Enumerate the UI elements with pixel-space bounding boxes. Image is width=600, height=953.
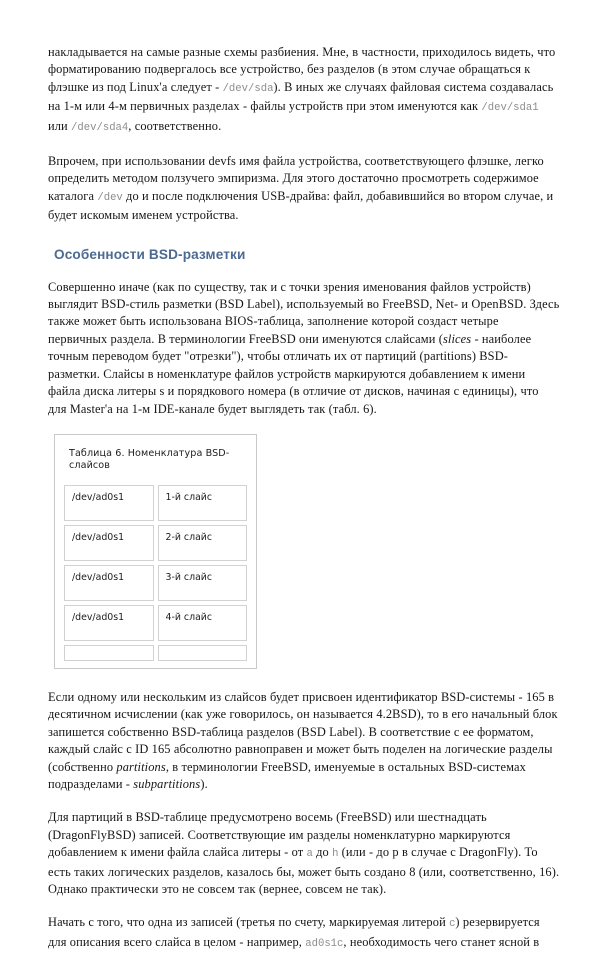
paragraph-1: накладывается на самые разные схемы разбиения. Мне, в частности, приходилось видеть, что форматированию подвергалось все устройство, без разделов (в этом случае обращаться к флэшке из под Linux'a следует - /dev/sda). В иных же случаях файловая система создавалась на 1-м или 4-м первичных разделах - файлы устройств при этом именуются как /dev/sda1 или /dev/sda4, соответственно. <box>48 45 556 134</box>
table-row <box>64 485 247 521</box>
paragraph-4: Если одному или нескольким из слайсов будет присвоен идентификатор BSD-системы - 165 в десятичном исчислении (как уже говорилось, он называется 4.2BSD), то в его начальный блок запишется собственно BSD-таблица разделов (BSD Label). В соответствие с ее форматом, каждый слайс с ID 165 абсолютно равноправен и может быть поделен на логические разделы (собственно partitions, в терминологии FreeBSD, именуемые в остальных BSD-системах подразделами - subpartitions). <box>48 689 558 791</box>
table-cell-description: 1-й слайс <box>158 485 248 521</box>
table-cell-device <box>64 645 154 661</box>
table-cell-device: /dev/ad0s1 <box>64 485 154 521</box>
inline-emphasis: subpartitions <box>133 776 201 791</box>
table-cell-description: 3-й слайс <box>158 565 248 601</box>
table-cell-device: /dev/ad0s1 <box>64 525 154 561</box>
table-cell-description <box>158 645 248 661</box>
bsd-slices-table <box>54 434 257 669</box>
table-caption: Таблица 6. Номенклатура BSD-слайсов <box>64 443 247 481</box>
table-cell-device: /dev/ad0s1 <box>64 605 154 641</box>
inline-code: /dev/sda4 <box>71 121 129 134</box>
inline-code: h <box>332 848 339 861</box>
table-body <box>64 443 247 661</box>
inline-code: /dev/sda1 <box>481 102 539 115</box>
table-caption-row <box>64 443 247 481</box>
table-row <box>64 525 247 561</box>
inline-code: /dev <box>97 191 123 204</box>
table-cell-description: 2-й слайс <box>158 525 248 561</box>
inline-code: ad0s1c <box>305 937 344 950</box>
paragraph-5: Для партиций в BSD-таблице предусмотрено восемь (FreeBSD) или шестнадцать (DragonFlyBSD) записей. Соответствующие им разделы номенклатурно маркируются добавлением к имени файла слайса литеры - от a до h (или - до p в случае с DragonFly). То есть таких логических разделов, казалось бы, может быть создано 8 (или, соответственно, 16). Однако практически это не совсем так (вернее, совсем не так). <box>48 810 560 896</box>
section-heading: Особенности BSD-разметки <box>54 246 246 262</box>
table-cell-description: 4-й слайс <box>158 605 248 641</box>
table-row <box>64 565 247 601</box>
inline-emphasis: slices <box>442 331 472 346</box>
table-cell-device: /dev/ad0s1 <box>64 565 154 601</box>
paragraph-6: Начать с того, что одна из записей (третья по счету, маркируемая литерой c) резервируется для описания всего слайса в целом - например, ad0s1c, необходимость чего станет ясной в <box>48 915 540 950</box>
table-row <box>64 645 247 661</box>
table-row <box>64 605 247 641</box>
table-grid <box>60 439 251 665</box>
inline-code: c <box>449 918 456 931</box>
inline-code: /dev/sda <box>222 82 274 95</box>
inline-code: a <box>306 848 313 861</box>
paragraph-3: Совершенно иначе (как по существу, так и с точки зрения именования файлов устройств) выглядит BSD-стиль разметки (BSD Label), используемый во FreeBSD, Net- и OpenBSD. Здесь также может быть использована BIOS-таблица, заполнение которой создаст четыре первичных раздела. В терминологии FreeBSD они именуются слайсами (slices - наиболее точным переводом будет "отрезки"), чтобы отличать их от партиций (partitions) BSD-разметки. Слайсы в номенклатуре файлов устройств маркируются добавлением к имени файла диска литеры s и порядкового номера (в отличие от дисков, начиная с единицы), что для Master'a на 1-м IDE-канале будет выглядеть так (табл. 6). <box>48 279 560 416</box>
paragraph-2: Впрочем, при использовании devfs имя файла устройства, соответствующего флэшке, легко определить методом ползучего эмпиризма. Для этого достаточно просмотреть содержимое каталога /dev до и после подключения USB-драйва: файл, добавившийся во втором случае, и будет искомым именем устройства. <box>48 154 554 223</box>
inline-emphasis: partitions <box>116 759 166 774</box>
